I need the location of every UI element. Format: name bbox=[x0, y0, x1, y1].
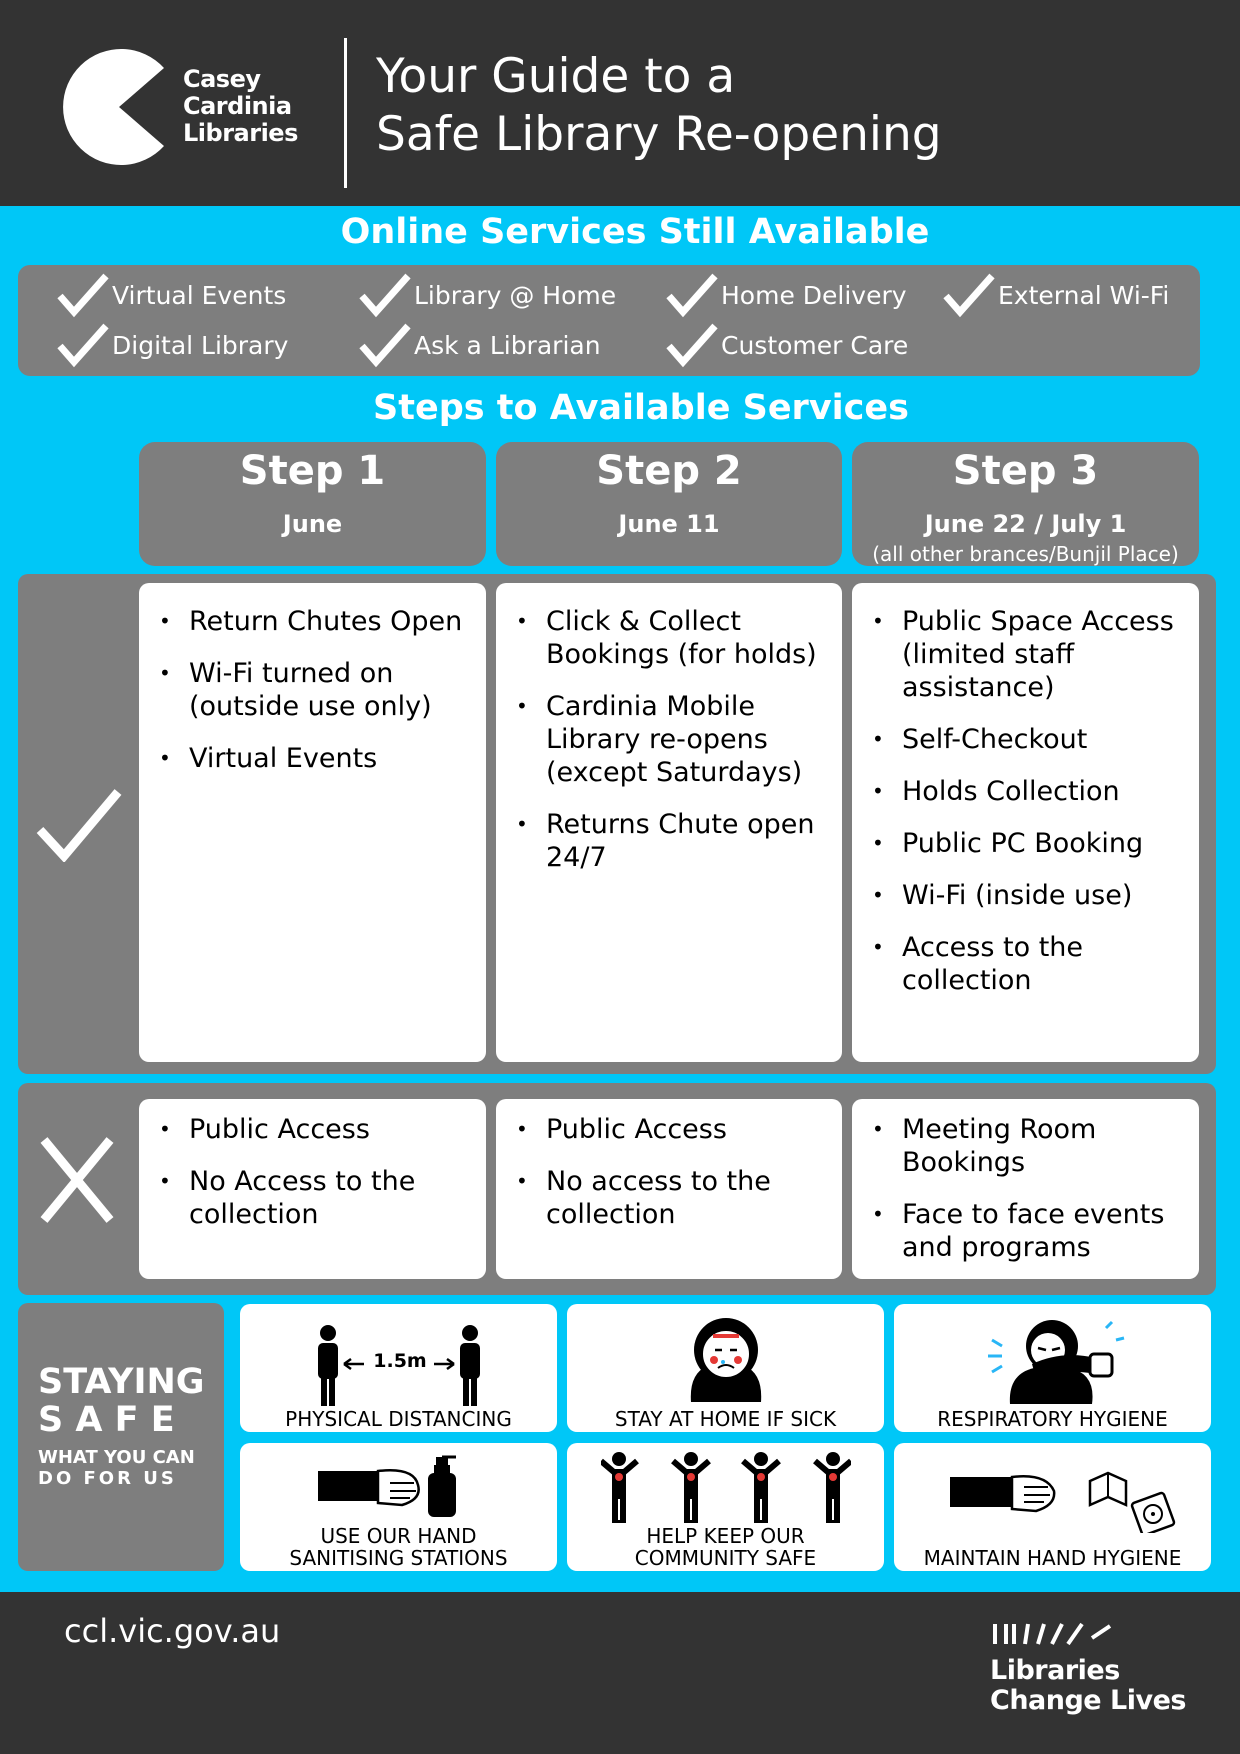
library-logo-icon bbox=[60, 48, 178, 166]
step-3-name: Step 3 bbox=[952, 448, 1099, 494]
list-item: • Wi-Fi turned on (outside use only) bbox=[139, 657, 486, 723]
check-icon bbox=[358, 272, 412, 318]
staying-safe-subtitle-2: DO FOR US bbox=[38, 1468, 177, 1489]
list-item: • Face to face events and programs bbox=[852, 1198, 1199, 1264]
check-icon bbox=[56, 322, 110, 368]
tile-hand-hygiene bbox=[894, 1443, 1211, 1571]
online-item-label: Customer Care bbox=[721, 330, 909, 360]
tagline-line-2: Change Lives bbox=[990, 1685, 1186, 1716]
list-item: • Return Chutes Open bbox=[139, 605, 486, 638]
step-1-available-card bbox=[139, 583, 486, 1062]
staying-safe-panel bbox=[18, 1303, 224, 1571]
logo-line-1: Casey bbox=[183, 65, 261, 93]
staying-safe-title-2: S A F E bbox=[38, 1400, 175, 1440]
distance-label: 1.5m bbox=[373, 1350, 427, 1372]
step-2-name: Step 2 bbox=[596, 448, 742, 494]
list-item: • Cardinia Mobile Library re-opens (except Saturdays) bbox=[496, 690, 842, 789]
tile-stay-home bbox=[567, 1304, 884, 1432]
online-item-label: External Wi-Fi bbox=[998, 280, 1170, 310]
list-item: • Public Access bbox=[139, 1113, 486, 1146]
online-item-ask-a-librarian bbox=[358, 322, 601, 368]
footer-url[interactable]: ccl.vic.gov.au bbox=[64, 1612, 281, 1650]
list-item: • No access to the collection bbox=[496, 1165, 842, 1231]
online-item-label: Ask a Librarian bbox=[414, 330, 601, 360]
online-item-digital-library bbox=[56, 322, 288, 368]
step-1-date: June bbox=[282, 510, 343, 538]
step-3-note: (all other brances/Bunjil Place) bbox=[872, 542, 1179, 566]
tile-label-line-2: SANITISING STATIONS bbox=[289, 1546, 508, 1570]
hand-washing-icon bbox=[950, 1451, 1190, 1533]
tile-label: MAINTAIN HAND HYGIENE bbox=[923, 1546, 1182, 1570]
step-1-header bbox=[139, 442, 486, 566]
step-2-available-list bbox=[496, 605, 842, 874]
tagline-line-1: Libraries bbox=[990, 1655, 1120, 1686]
tile-respiratory-hygiene bbox=[894, 1304, 1211, 1432]
online-item-label: Library @ Home bbox=[414, 280, 617, 310]
list-item: • Returns Chute open 24/7 bbox=[496, 808, 842, 874]
step-1-available-list bbox=[139, 605, 486, 775]
check-icon bbox=[665, 322, 719, 368]
step-3-unavailable-card bbox=[852, 1099, 1199, 1279]
tally-marks-icon bbox=[992, 1620, 1152, 1646]
steps-title: Steps to Available Services bbox=[373, 388, 909, 428]
tile-physical-distancing bbox=[240, 1304, 557, 1432]
list-item: • Public Space Access (limited staff assistance) bbox=[852, 605, 1199, 704]
step-2-header bbox=[496, 442, 842, 566]
logo-line-2: Cardinia bbox=[183, 92, 292, 120]
step-3-date: June 22 / July 1 bbox=[924, 510, 1127, 538]
tile-label: STAY AT HOME IF SICK bbox=[614, 1407, 837, 1431]
tile-label-line-1: HELP KEEP OUR bbox=[646, 1524, 805, 1548]
list-item: • Public Access bbox=[496, 1113, 842, 1146]
sick-person-icon bbox=[685, 1308, 767, 1406]
staying-safe-subtitle-1: WHAT YOU CAN bbox=[38, 1447, 195, 1468]
library-logo-text bbox=[183, 66, 298, 147]
online-item-label: Digital Library bbox=[112, 330, 289, 360]
step-3-available-list bbox=[852, 605, 1199, 997]
unavailable-cross-icon bbox=[40, 1136, 114, 1224]
step-3-header bbox=[852, 442, 1199, 566]
available-check-icon bbox=[36, 786, 122, 862]
step-1-unavailable-list bbox=[139, 1113, 486, 1231]
step-2-unavailable-card bbox=[496, 1099, 842, 1279]
footer-tagline bbox=[990, 1656, 1186, 1716]
step-1-name: Step 1 bbox=[239, 448, 386, 494]
list-item: • Access to the collection bbox=[852, 931, 1199, 997]
cough-into-elbow-icon bbox=[978, 1312, 1128, 1406]
person-figure-1 bbox=[601, 1452, 637, 1523]
online-item-external-wifi bbox=[942, 272, 1169, 318]
step-1-unavailable-card bbox=[139, 1099, 486, 1279]
header-divider bbox=[344, 38, 347, 188]
check-icon bbox=[665, 272, 719, 318]
list-item: • No Access to the collection bbox=[139, 1165, 486, 1231]
page-title-line-2: Safe Library Re-opening bbox=[376, 107, 942, 162]
staying-safe-title-1: STAYING bbox=[38, 1362, 205, 1402]
check-icon bbox=[56, 272, 110, 318]
tile-label: PHYSICAL DISTANCING bbox=[285, 1407, 512, 1431]
list-item: • Click & Collect Bookings (for holds) bbox=[496, 605, 842, 671]
page-title-line-1: Your Guide to a bbox=[376, 49, 736, 104]
list-item: • Wi-Fi (inside use) bbox=[852, 879, 1199, 912]
online-item-label: Home Delivery bbox=[721, 280, 907, 310]
step-3-available-card bbox=[852, 583, 1199, 1062]
online-item-home-delivery bbox=[665, 272, 907, 318]
step-3-unavailable-list bbox=[852, 1113, 1199, 1264]
online-item-label: Virtual Events bbox=[112, 280, 287, 310]
community-people-icon bbox=[601, 1451, 851, 1523]
tile-hand-sanitiser bbox=[240, 1443, 557, 1571]
tile-label: RESPIRATORY HYGIENE bbox=[937, 1407, 1168, 1431]
list-item: • Holds Collection bbox=[852, 775, 1199, 808]
online-item-virtual-events bbox=[56, 272, 286, 318]
step-2-available-card bbox=[496, 583, 842, 1062]
online-item-library-at-home bbox=[358, 272, 616, 318]
step-2-date: June 11 bbox=[618, 510, 720, 538]
tile-label-line-2: COMMUNITY SAFE bbox=[634, 1546, 817, 1570]
online-services-title: Online Services Still Available bbox=[340, 212, 930, 252]
list-item: • Meeting Room Bookings bbox=[852, 1113, 1199, 1179]
list-item: • Virtual Events bbox=[139, 742, 486, 775]
list-item: • Public PC Booking bbox=[852, 827, 1199, 860]
tile-community-safe bbox=[567, 1443, 884, 1571]
check-icon bbox=[358, 322, 412, 368]
check-icon bbox=[942, 272, 996, 318]
logo-line-3: Libraries bbox=[183, 119, 298, 147]
hand-sanitiser-icon bbox=[318, 1453, 478, 1519]
step-2-unavailable-list bbox=[496, 1113, 842, 1231]
online-item-customer-care bbox=[665, 322, 908, 368]
list-item: • Self-Checkout bbox=[852, 723, 1199, 756]
page-title bbox=[376, 48, 942, 164]
tile-label-line-1: USE OUR HAND bbox=[320, 1524, 477, 1548]
